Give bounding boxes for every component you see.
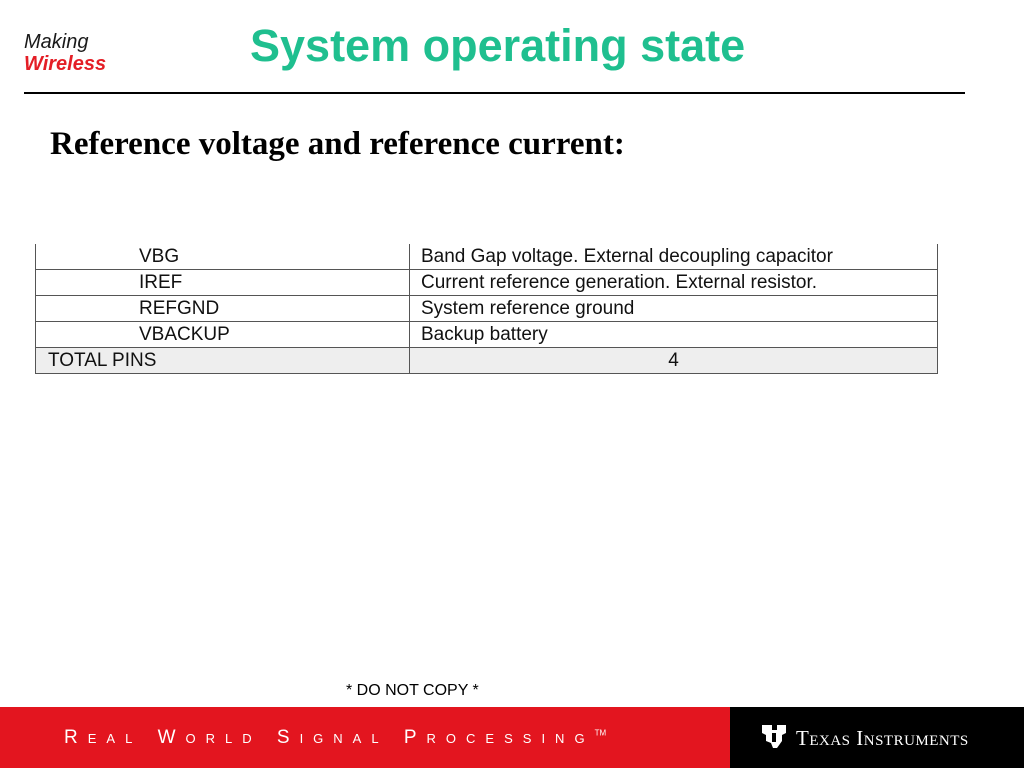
making-wireless-logo xyxy=(24,32,106,74)
texas-instruments-logo-icon xyxy=(758,721,790,753)
tagline-text: Real World Signal Processing xyxy=(64,727,595,748)
pin-name: REFGND xyxy=(36,296,410,322)
pin-name: IREF xyxy=(36,270,410,296)
table-row xyxy=(36,322,938,348)
pin-table xyxy=(35,244,938,374)
table-row xyxy=(36,270,938,296)
do-not-copy-watermark: * DO NOT COPY * xyxy=(346,682,479,699)
pin-name: VBG xyxy=(36,244,410,270)
logo-line-making: Making xyxy=(24,31,89,53)
footer-company-band xyxy=(730,707,1024,768)
total-pins-label: TOTAL PINS xyxy=(36,348,410,374)
pin-description: Backup battery xyxy=(410,322,938,348)
total-row xyxy=(36,348,938,374)
pin-description: Current reference generation. External resistor. xyxy=(410,270,938,296)
pin-description: Band Gap voltage. External decoupling capacitor xyxy=(410,244,938,270)
footer-tagline xyxy=(64,727,606,749)
footer-tagline-band xyxy=(0,707,730,768)
total-pins-value: 4 xyxy=(410,348,938,374)
pin-name: VBACKUP xyxy=(36,322,410,348)
trademark-mark: TM xyxy=(594,728,607,738)
slide-title: System operating state xyxy=(250,20,746,71)
title-divider xyxy=(24,92,965,94)
slide-subtitle: Reference voltage and reference current: xyxy=(50,126,625,162)
table-row xyxy=(36,296,938,322)
pin-description: System reference ground xyxy=(410,296,938,322)
logo-line-wireless: Wireless xyxy=(24,53,107,75)
company-name: Texas Instruments xyxy=(796,726,969,750)
table-row xyxy=(36,244,938,270)
